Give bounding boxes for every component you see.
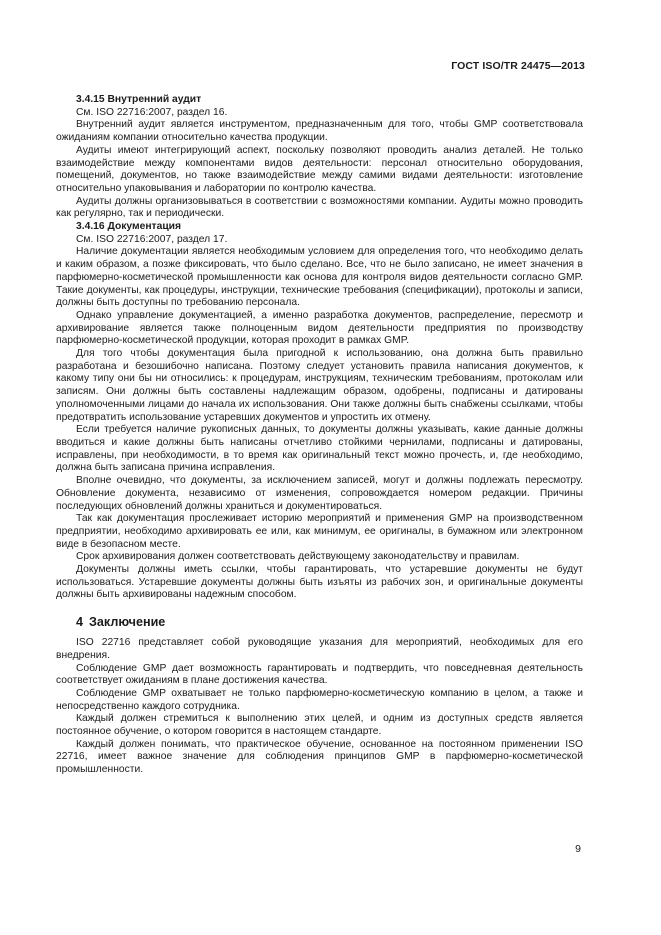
subsection-title: 3.4.15 Внутренний аудит xyxy=(76,94,202,105)
section-internal-audit xyxy=(56,94,583,221)
paragraph: Внутренний аудит является инструментом, предназначенным для того, чтобы GMP соответствовала ожиданиям компании относительно качества продукции. xyxy=(56,119,583,144)
paragraph: Соблюдение GMP дает возможность гарантировать и подтвердить, что повседневная деятельность соответствует ожиданиям в плане достижения качества. xyxy=(56,662,583,687)
paragraph: Аудиты должны организовываться в соответствии с возможностями компании. Аудиты можно проводить как регулярно, так и периодически. xyxy=(56,195,583,220)
paragraph: Аудиты имеют интегрирующий аспект, поскольку позволяют проводить анализ деталей. Не только взаимодействие между компонентами видов деятельности: персонал относительно оборудования, помещений, документов, но также взаимодействие между самими видами деятельности: изготовление относительно упаковывания и лаборатории по контролю качества. xyxy=(56,144,583,194)
paragraph: Срок архивирования должен соответствовать действующему законодательству и правилам. xyxy=(76,551,520,563)
subsection-title: 3.4.16 Документация xyxy=(76,221,181,233)
paragraph: Каждый должен понимать, что практическое обучение, основанное на постоянном применении ISO 22716, имеет важное значение для соблюдения принципов GMP в парфюмерно-косметической промышленности. xyxy=(56,738,583,776)
document-code-header: ГОСТ ISO/TR 24475—2013 xyxy=(451,60,585,72)
section-title: Заключение xyxy=(89,615,166,630)
paragraph: ISO 22716 представляет собой руководящие указания для мероприятий, необходимых для его внедрения. xyxy=(56,637,583,661)
page-number: 9 xyxy=(575,843,581,855)
reference-line: См. ISO 22716:2007, раздел 17. xyxy=(76,233,228,245)
paragraph: Наличие документации является необходимым условием для определения того, что необходимо делать и каким образом, а позже фиксировать, что было сделано. Все, что не было записано, не имеет значения в парфюмерно-косметической промышленности как основа для контроля видов деятельности согласно GMP. Такие документы, как процедуры, инструкции, технические требования (спецификации), протоколы и записи, должны быть доступны по требованию персонала. xyxy=(56,246,583,309)
paragraph: Однако управление документацией, а именно разработка документов, распределение, пересмотр и архивирование является также полноценным видом деятельности предприятия по производству парфюмерно-косметической продукции, которая проходит в рамках GMP. xyxy=(56,309,583,347)
section-conclusion xyxy=(56,614,583,777)
paragraph: Так как документация прослеживает историю мероприятий и применения GMP на производственном предприятии, необходимо архивировать ее или, как минимум, ее оригиналы, в бумажном или электронном виде в безопасном месте. xyxy=(56,513,583,550)
paragraph: Если требуется наличие рукописных данных, то документы должны указывать, какие данные должны вводиться и какие должны быть написаны отчетливо стойкими чернилами, подписаны и датированы, исправлены, при необходимости, в то время как оригинальный текст можно прочесть, и, где необходимо, должна быть записана причина исправления. xyxy=(56,424,583,474)
paragraph: Каждый должен стремиться к выполнению этих целей, и одним из доступных средств является постоянное обучение, о котором говорится в настоящем стандарте. xyxy=(56,713,583,738)
page-content xyxy=(56,94,583,777)
paragraph: Вполне очевидно, что документы, за исключением записей, могут и должны подлежать пересмотру. Обновление документа, независимо от изменения, сопровождается номером редакции. Причины последующих обновлений должны храниться и документироваться. xyxy=(56,475,583,512)
paragraph: Соблюдение GMP охватывает не только парфюмерно-косметическую компанию в целом, а также и непосредственно каждого сотрудника. xyxy=(56,687,583,712)
paragraph: Для того чтобы документация была пригодной к использованию, она должна быть правильно разработана и безошибочно написана. Поэтому следует установить правила написания документов, к какому типу они бы ни относились: к процедурам, инструкциям, техническим требованиям, протоколам или записям. Они должны быть составлены надлежащим образом, одобрены, подписаны и датированы уполномоченными лицами до начала их использования. Они также должны быть снабжены ссылками, чтобы предотвратить использование устаревших документов и упростить их отмену. xyxy=(56,348,583,423)
section-heading xyxy=(56,614,583,630)
section-documentation xyxy=(56,221,583,602)
paragraph: Документы должны иметь ссылки, чтобы гарантировать, что устаревшие документы не будут использоваться. Устаревшие документы должны быть изъяты из рабочих зон, и оригинальные документы должны быть архивированы надежным способом. xyxy=(56,564,583,601)
section-number: 4 xyxy=(76,615,84,630)
reference-line: См. ISO 22716:2007, раздел 16. xyxy=(76,106,228,118)
